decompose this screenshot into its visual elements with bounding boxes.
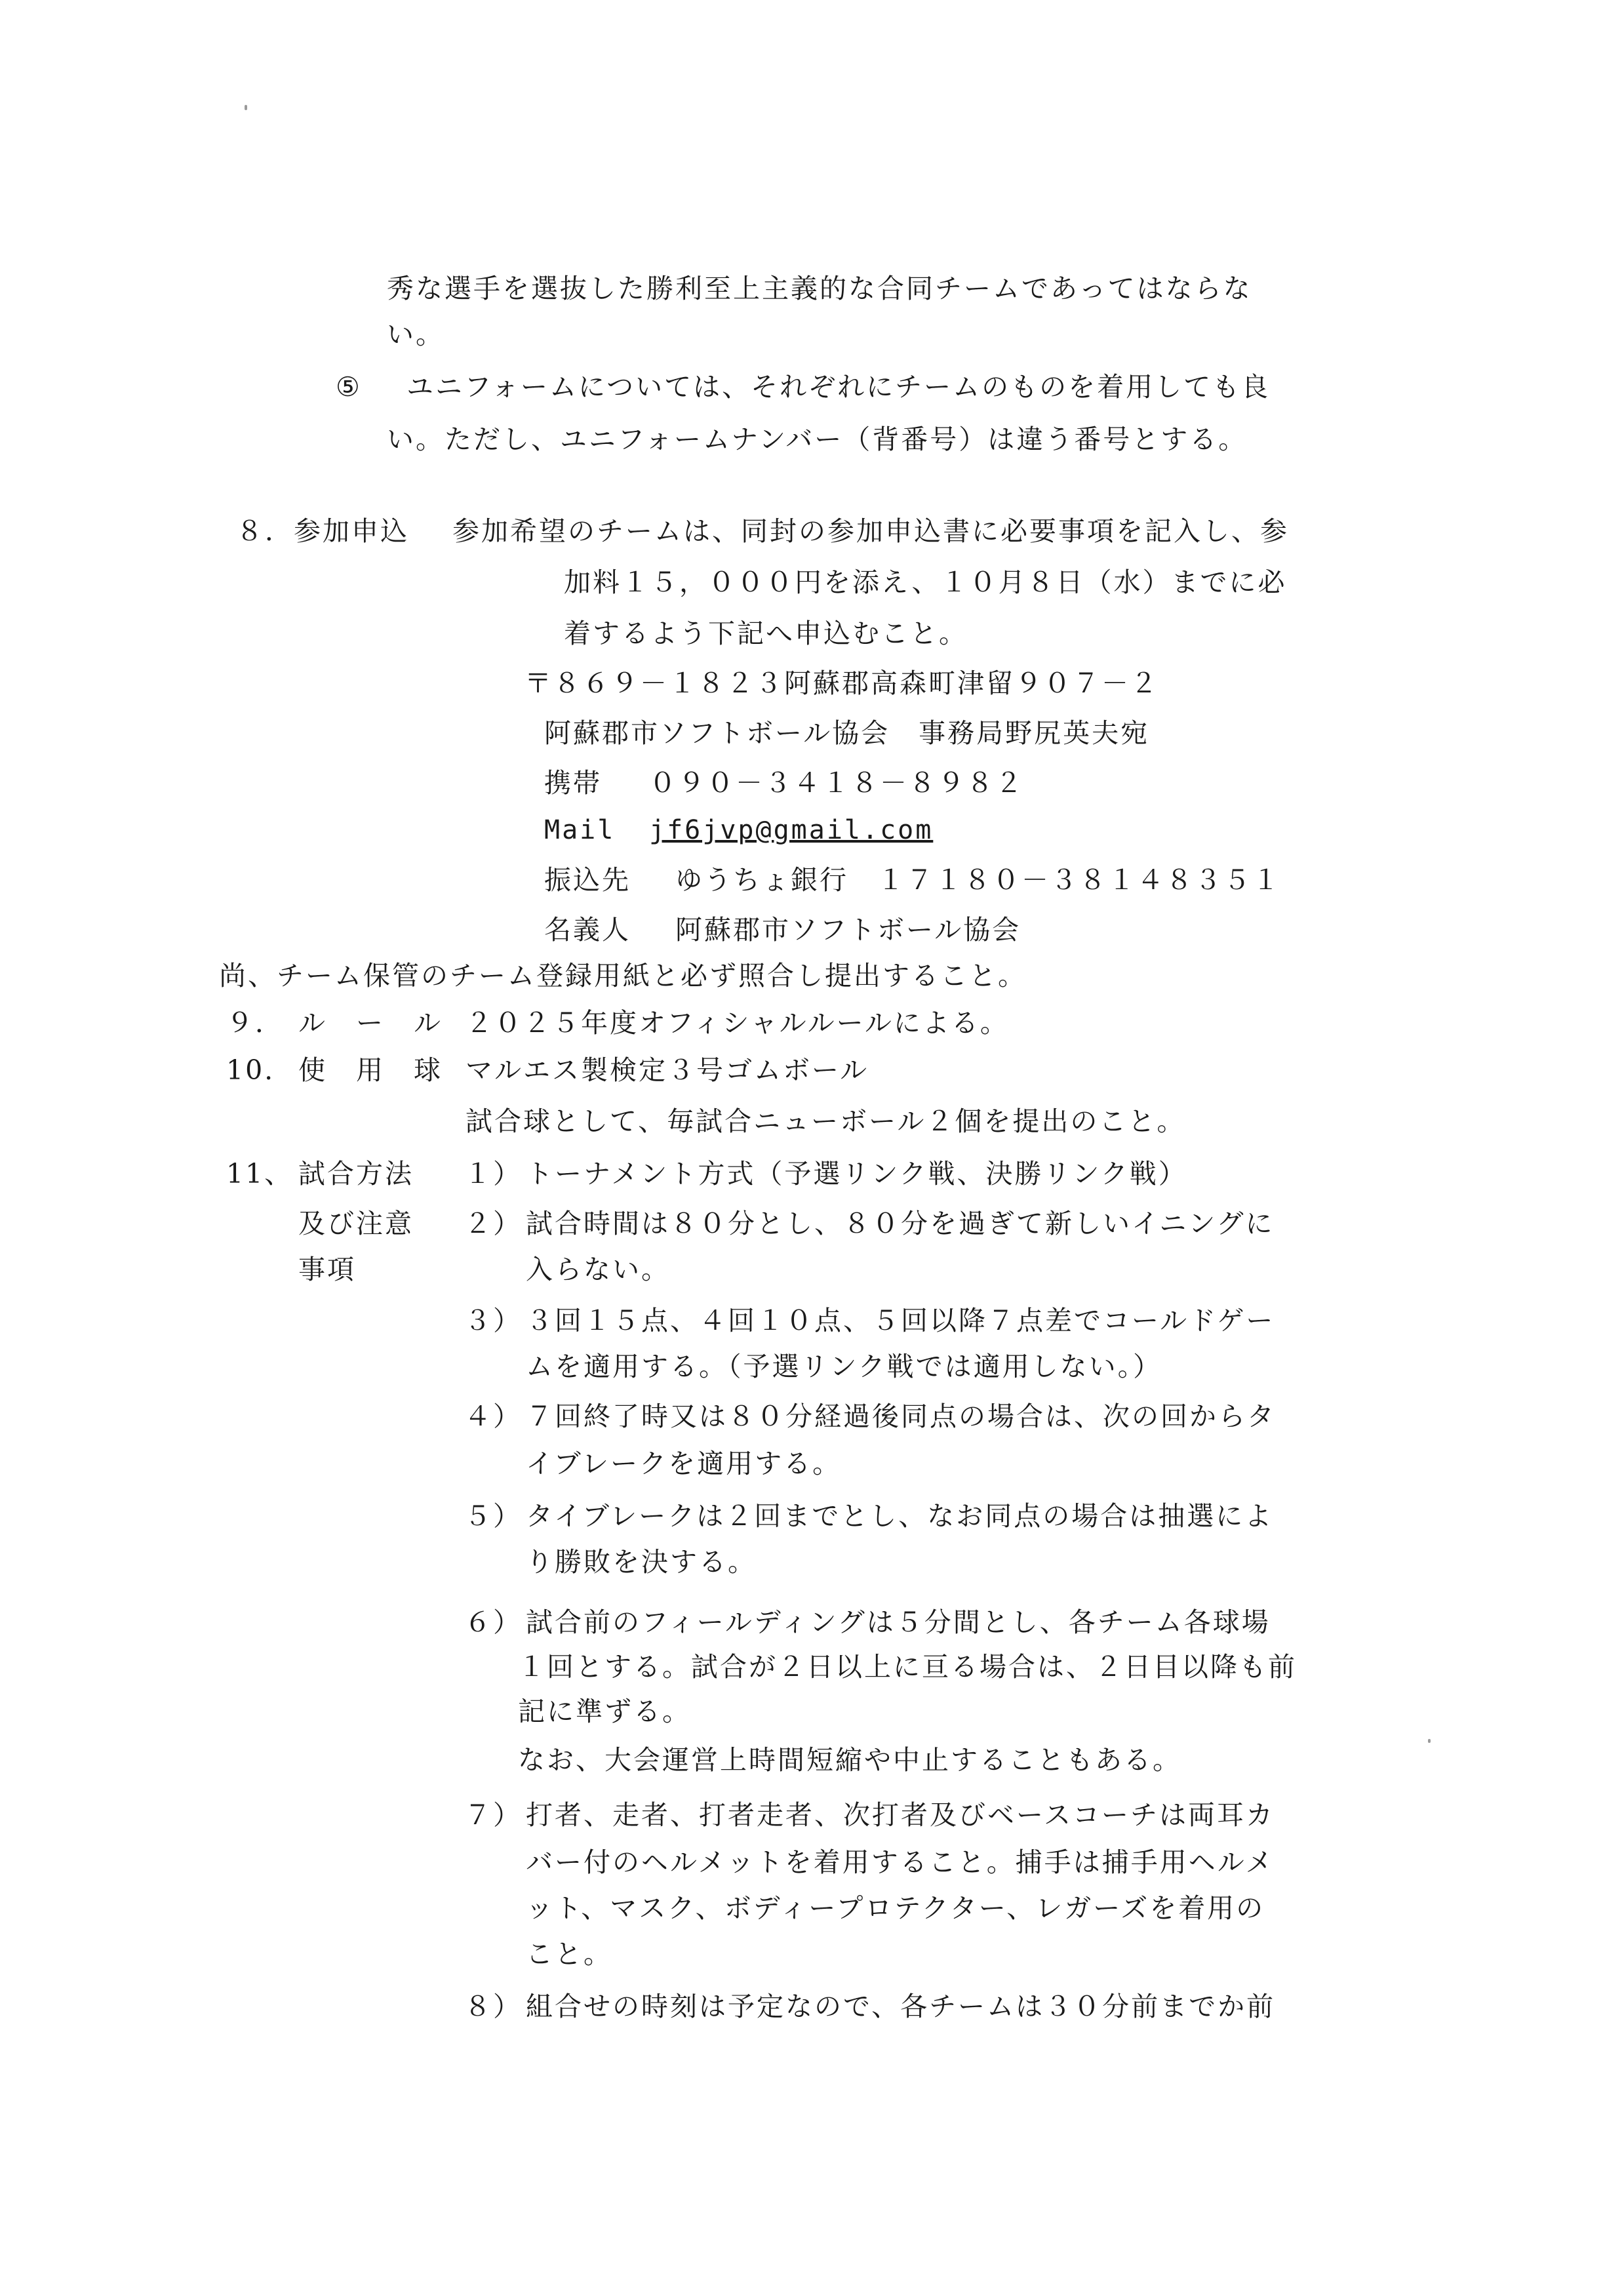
bank-label: 振込先: [544, 864, 631, 896]
section-label: 試合方法: [298, 1158, 414, 1189]
section-number: ８．参加申込: [236, 515, 409, 547]
list-item-line: ムを適用する。（予選リンク戦では適用しない。）: [526, 1351, 1162, 1382]
list-item-line: １回とする。試合が２日以上に亘る場合は、２日目以降も前: [518, 1651, 1297, 1683]
phone-label: 携帯: [544, 767, 602, 799]
scan-speck: [245, 105, 247, 110]
section-number: 11、: [226, 1158, 294, 1189]
list-item-line: こと。: [526, 1938, 612, 1970]
account-holder: 阿蘇郡市ソフトボール協会: [675, 914, 1021, 946]
section-number: 10.: [226, 1054, 275, 1086]
list-item-line: 記に準ずる。: [518, 1696, 691, 1727]
recipient: 阿蘇郡市ソフトボール協会 事務局野尻英夫宛: [544, 717, 1150, 749]
body-text-line: 参加希望のチームは、同封の参加申込書に必要事項を記入し、参: [452, 515, 1289, 547]
list-number: ３）: [464, 1305, 522, 1336]
list-item-line: り勝敗を決する。: [526, 1546, 757, 1578]
postal-address: 〒８６９－１８２３阿蘇郡高森町津留９０７－２: [525, 668, 1159, 699]
list-item-line: バー付のヘルメットを着用すること。捕手は捕手用ヘルメ: [526, 1846, 1275, 1878]
list-number: ４）: [464, 1401, 522, 1432]
list-item-line: 打者、走者、打者走者、次打者及びベースコーチは両耳カ: [526, 1799, 1275, 1831]
list-item-line: トーナメント方式（予選リンク戦、決勝リンク戦）: [526, 1158, 1187, 1189]
phone-number: ０９０－３４１８－８９８２: [649, 767, 1024, 799]
body-text-line: ユニフォームについては、それぞれにチームのものを着用しても良: [406, 371, 1271, 403]
list-number: １）: [464, 1158, 522, 1189]
list-number: ⑤: [336, 371, 362, 403]
list-item-line: イブレークを適用する。: [526, 1448, 842, 1479]
list-item-line: ３回１５点、４回１０点、５回以降７点差でコールドゲー: [526, 1305, 1275, 1336]
section-label: 使 用 球: [298, 1054, 443, 1086]
section-label: 及び注意: [298, 1208, 414, 1239]
holder-label: 名義人: [544, 914, 631, 946]
mail-label: Mail: [544, 815, 616, 845]
body-text-line: ２０２５年度オフィシャルルールによる。: [465, 1007, 1009, 1039]
list-item-line: 入らない。: [526, 1254, 670, 1285]
body-text-line: 試合球として、毎試合ニューボール２個を提出のこと。: [465, 1106, 1186, 1137]
section-number: ９．: [226, 1007, 284, 1039]
list-item-line: ット、マスク、ボディープロテクター、レガーズを着用の: [526, 1892, 1265, 1924]
list-item-line: タイブレークは２回までとし、なお同点の場合は抽選によ: [526, 1500, 1274, 1532]
body-text-line: 着するよう下記へ申込むこと。: [564, 618, 968, 649]
note-line: 尚、チーム保管のチーム登録用紙と必ず照合し提出すること。: [219, 960, 1027, 991]
email-link[interactable]: jf6jvp@gmail.com: [649, 815, 934, 845]
list-item-line: ７回終了時又は８０分経過後同点の場合は、次の回からタ: [526, 1401, 1276, 1432]
body-text-line: 加料１５，０００円を添え、１０月８日（水）までに必: [564, 567, 1287, 598]
bank-account: ゆうちょ銀行 １７１８０－３８１４８３５１: [675, 864, 1281, 896]
list-item-line: 試合時間は８０分とし、８０分を過ぎて新しいイニングに: [526, 1208, 1275, 1239]
list-number: ５）: [464, 1500, 522, 1532]
list-item-line: 組合せの時刻は予定なので、各チームは３０分前までか前: [526, 1991, 1276, 2022]
list-number: ６）: [464, 1606, 522, 1638]
list-number: ２）: [464, 1208, 522, 1239]
body-text-line: い。ただし、ユニフォームナンバー（背番号）は違う番号とする。: [387, 424, 1248, 455]
list-item-line: 試合前のフィールディングは５分間とし、各チーム各球場: [526, 1606, 1271, 1638]
body-text-line: マルエス製検定３号ゴムボール: [465, 1054, 869, 1086]
section-label: 事項: [298, 1254, 356, 1285]
list-item-line: なお、大会運営上時間短縮や中止することもある。: [518, 1744, 1181, 1776]
scan-speck: [1428, 1739, 1431, 1743]
body-text-line: い。: [387, 319, 445, 350]
section-label: ル ー ル: [298, 1007, 443, 1039]
list-number: ８）: [464, 1991, 522, 2022]
list-number: ７）: [464, 1799, 522, 1831]
body-text-line: 秀な選手を選抜した勝利至上主義的な合同チームであってはならな: [387, 273, 1252, 304]
